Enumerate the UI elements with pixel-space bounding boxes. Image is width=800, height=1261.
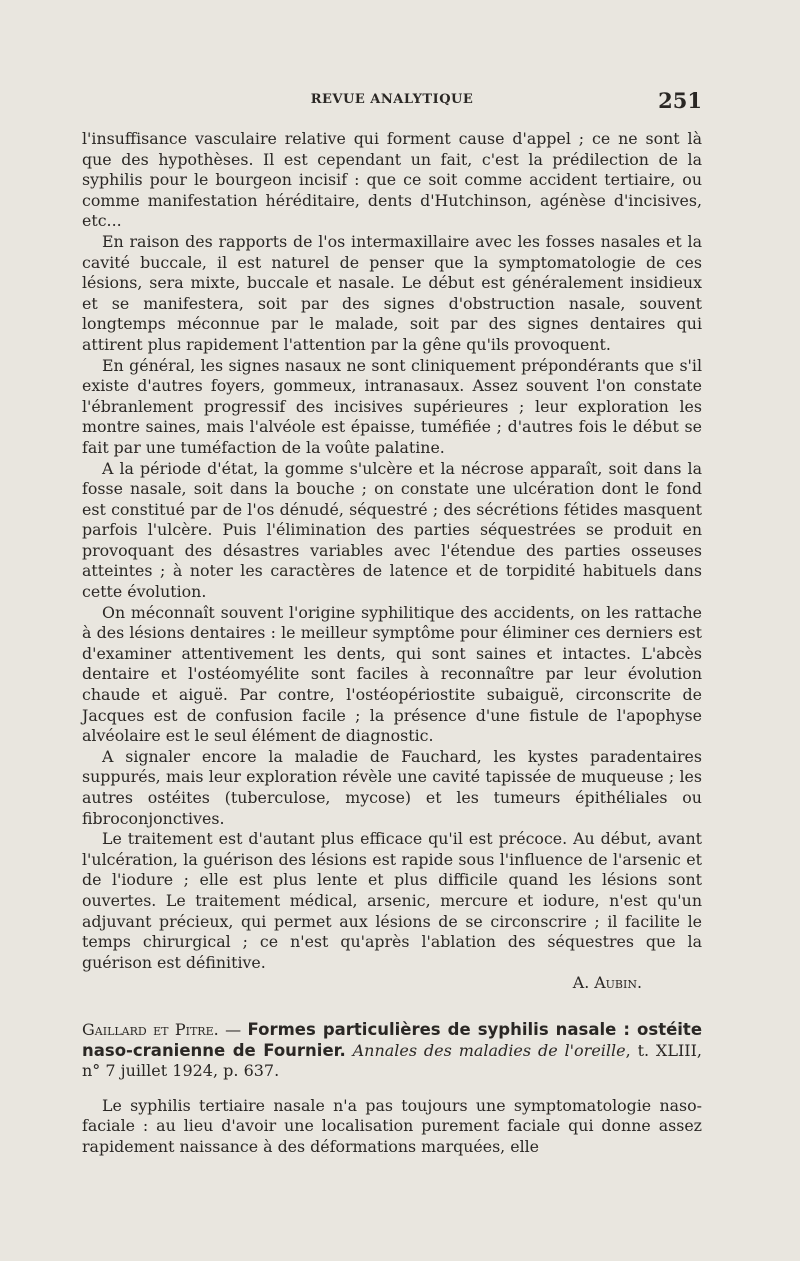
paragraph: En général, les signes nasaux ne sont cliniquement prépondérants que s'il existe d'autres foyers, gommeux, intranasaux. Assez souvent l'on constate l'ébranlement progressif des incisives supérieures ; leur exploration les montre saines, mais l'alvéole est épaisse, tuméfiée ; d'autres fois le début se fait par une tuméfaction de la voûte palatine. [82,355,702,457]
paragraph: En raison des rapports de l'os intermaxillaire avec les fosses nasales et la cavité buccale, il est naturel de penser que la symptomatologie de ces lésions, sera mixte, buccale et nasale. Le début est généralement insidieux et se manifestera, soit par des signes d'obstruction nasale, souvent longtemps méconnue par le malade, soit par des signes dentaires qui attirent plus rapidement l'attention par la gêne qu'ils provoquent. [82,231,702,354]
running-head: REVUE ANALYTIQUE [310,92,474,107]
paragraph: A signaler encore la maladie de Fauchard, les kystes paradentaires suppurés, mais leur exploration révèle une cavité tapissée de muqueuse ; les autres ostéites (tuberculose, mycose) et les tumeurs épithéliales ou fibroconjonctives. [82,746,702,828]
paragraph: Le traitement est d'autant plus efficace qu'il est précoce. Au début, avant l'ulcération, la guérison des lésions est rapide sous l'influence de l'arsenic et de l'iodure ; elle est plus lente et plus difficile quand les lésions sont ouvertes. Le traitement médical, arsenic, mercure et iodure, n'est qu'un adjuvant précieux, qui permet aux lésions de se circonscrire ; il facilite le temps chirurgical ; ce n'est qu'après l'ablation des séquestres que la guérison est définitive. [82,829,702,972]
paragraph: On méconnaît souvent l'origine syphilitique des accidents, on les rattache à des lésions dentaires : le meilleur symptôme pour éliminer ces derniers est d'examiner attentivement les dents, qui sont saines et intactes. L'abcès dentaire et l'ostéomyélite sont faciles à reconnaître par leur évolution chaude et aiguë. Par contre, l'ostéopériostite subaiguë, circonscrite de Jacques est de confusion facile ; la présence d'une fistule de l'apophyse alvéolaire est le seul élément de diagnostic. [82,602,702,746]
reference-authors: Gaillard et Pitre. [82,1019,219,1039]
page-number: 251 [658,88,702,113]
reference-dash: — [218,1019,248,1039]
paragraph: Le syphilis tertiaire nasale n'a pas toujours une symptomatologie naso-faciale : au lieu d'avoir une localisation purement faciale qui donne assez rapidement naissance à des déformations marquées, elle [82,1095,702,1156]
page-header [82,88,702,116]
article-body [82,129,702,1158]
paragraph: l'insuffisance vasculaire relative qui forment cause d'appel ; ce ne sont là que des hypothèses. Il est cependant un fait, c'est la prédilection de la syphilis pour le bourgeon incisif : que ce soit comme accident tertiaire, ou comme manifestation héréditaire, dents d'Hutchinson, agénèse d'incisives, etc... [82,129,702,231]
reference-entry [82,1020,702,1082]
signature: A. Aubin. [572,973,642,993]
reference-title: Formes particulières de syphilis nasale : ostéite naso-cranienne de Fournier. [82,1019,703,1060]
paragraph: A la période d'état, la gomme s'ulcère et la nécrose apparaît, soit dans la fosse nasale, soit dans la bouche ; on constate une ulcération dont le fond est constitué par de l'os dénudé, séquestré ; des sécrétions fétides masquent parfois l'ulcère. Puis l'élimination des parties séquestrées se produit en provoquant des désastres variables avec l'étendue des parties osseuses atteintes ; à noter les caractères de latence et de torpidité habituels dans cette évolution. [82,458,702,602]
reference-citation: , t. XLIII, n° 7 juillet 1924, p. 637. [82,1040,702,1081]
reference-journal: Annales des maladies de l'oreille [352,1040,626,1060]
